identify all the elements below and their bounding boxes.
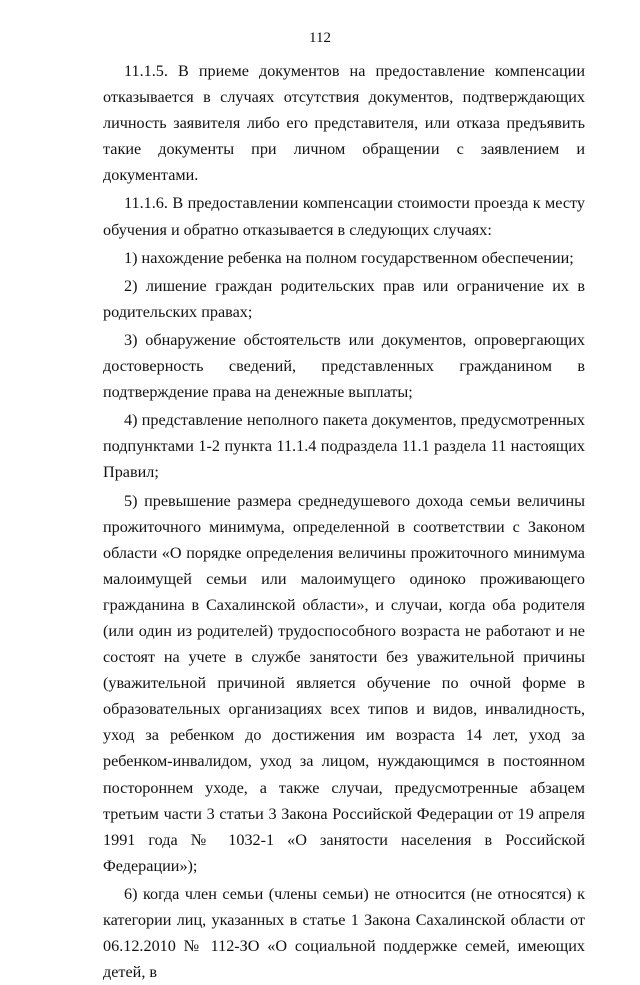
document-body [103,58,585,985]
page-number: 112 [309,30,331,46]
list-item-5: 5) превышение размера среднедушевого дохода семьи величины прожиточного минимума, определенной в соответствии с Законом области «О порядке определения величины прожиточного минимума малоимущей семьи или малоимущего одиноко проживающего гражданина в Сахалинской области», и случаи, когда оба родителя (или один из родителей) трудоспособного возраста не работают и не состоят на учете в службе занятости без уважительной причины (уважительной причиной является обучение по очной форме в образовательных организациях всех типов и видов, инвалидность, уход за ребенком до достижения им возраста 14 лет, уход за ребенком-инвалидом, уход за лицом, нуждающимся в постоянном постороннем уходе, а также случаи, предусмотренные абзацем третьим части 3 статьи 3 Закона Российской Федерации от 19 апреля 1991 года № 1032-1 «О занятости населения в Российской Федерации»); [103,491,585,875]
list-item-6: 6) когда член семьи (члены семьи) не относится (не относятся) к категории лиц, указанных в статье 1 Закона Сахалинской области от 06.12.2010 № 112-ЗО «О социальной поддержке семей, имеющих детей, в [103,884,585,982]
paragraph-11-1-6: 11.1.6. В предоставлении компенсации стоимости проезда к месту обучения и обратно отказывается в следующих случаях: [103,194,585,239]
list-item-1: 1) нахождение ребенка на полном государственном обеспечении; [124,248,574,267]
paragraph-11-1-5: 11.1.5. В приеме документов на предоставление компенсации отказывается в случаях отсутствия документов, подтверждающих личность заявителя либо его представителя, или отказа предъявить такие документы при личном обращении с заявлением и документами. [103,62,585,185]
list-item-4: 4) представление неполного пакета документов, предусмотренных подпунктами 1-2 пункта 11.1.4 подраздела 11.1 раздела 11 настоящих Правил; [103,411,585,482]
list-item-3: 3) обнаружение обстоятельств или документов, опровергающих достоверность сведений, представленных гражданином в подтверждение права на денежные выплаты; [103,330,585,402]
list-item-2: 2) лишение граждан родительских прав или ограничение их в родительских правах; [103,276,585,321]
